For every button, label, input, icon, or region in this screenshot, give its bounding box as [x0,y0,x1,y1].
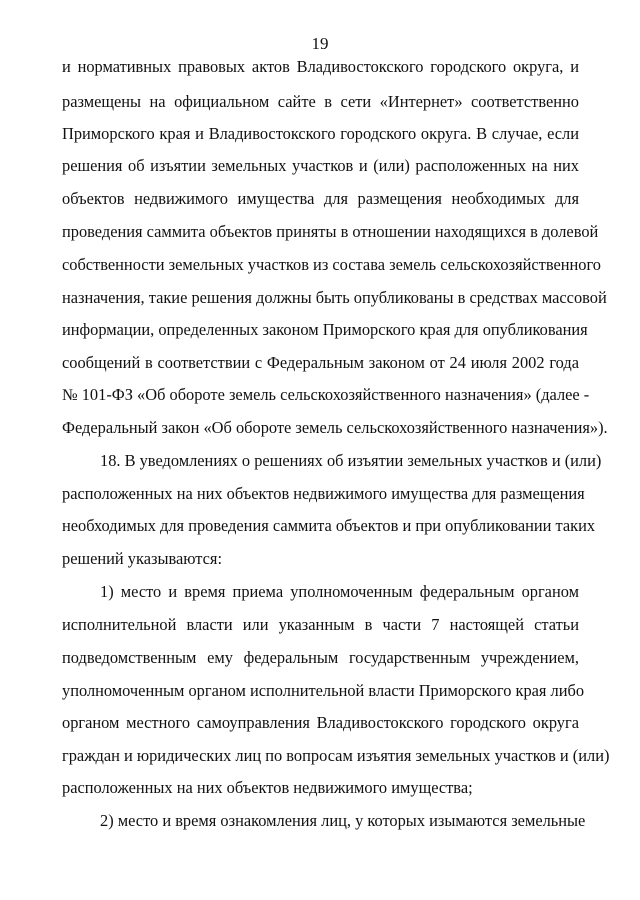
text-line: размещены на официальном сайте в сети «Интернет» соответственно [62,92,579,111]
paragraph-18-first-line: 18. В уведомлениях о решениях об изъятии земельных участков и (или) [100,451,602,470]
text-line: информации, определенных законом Приморского края для опубликования [62,320,588,339]
text-line: подведомственным ему федеральным государственным учреждением, [62,648,579,667]
text-line: сообщений в соответствии с Федеральным законом от 24 июля 2002 года [62,353,579,372]
text-line: исполнительной власти или указанным в части 7 настоящей статьи [62,615,579,634]
list-item-2-first-line: 2) место и время ознакомления лиц, у которых изымаются земельные [100,811,586,830]
page-number: 19 [311,34,329,53]
text-line: назначения, такие решения должны быть опубликованы в средствах массовой [62,288,607,307]
text-line: расположенных на них объектов недвижимого имущества для размещения [62,484,585,503]
list-item-1-first-line: 1) место и время приема уполномоченным федеральным органом [100,582,579,601]
text-line: решения об изъятии земельных участков и (или) расположенных на них [62,156,579,175]
text-line: собственности земельных участков из состава земель сельскохозяйственного [62,255,601,274]
text-line: уполномоченным органом исполнительной власти Приморского края либо [62,681,585,700]
text-line: Федеральный закон «Об обороте земель сельскохозяйственного назначения»). [62,418,608,437]
text-line: объектов недвижимого имущества для размещения необходимых для [62,189,579,208]
text-line: необходимых для проведения саммита объектов и при опубликовании таких [62,516,596,535]
text-line: проведения саммита объектов приняты в отношении находящихся в долевой [62,222,599,241]
text-line: расположенных на них объектов недвижимого имущества; [62,778,473,797]
text-line: Приморского края и Владивостокского городского округа. В случае, если [62,124,579,143]
text-line: № 101-ФЗ «Об обороте земель сельскохозяйственного назначения» (далее - [62,385,590,404]
text-line: органом местного самоуправления Владивостокского городского округа [62,713,579,732]
text-line: и нормативных правовых актов Владивостокского городского округа, и [62,57,579,76]
text-line: граждан и юридических лиц по вопросам изъятия земельных участков и (или) [62,746,610,765]
text-line: решений указываются: [62,549,223,568]
